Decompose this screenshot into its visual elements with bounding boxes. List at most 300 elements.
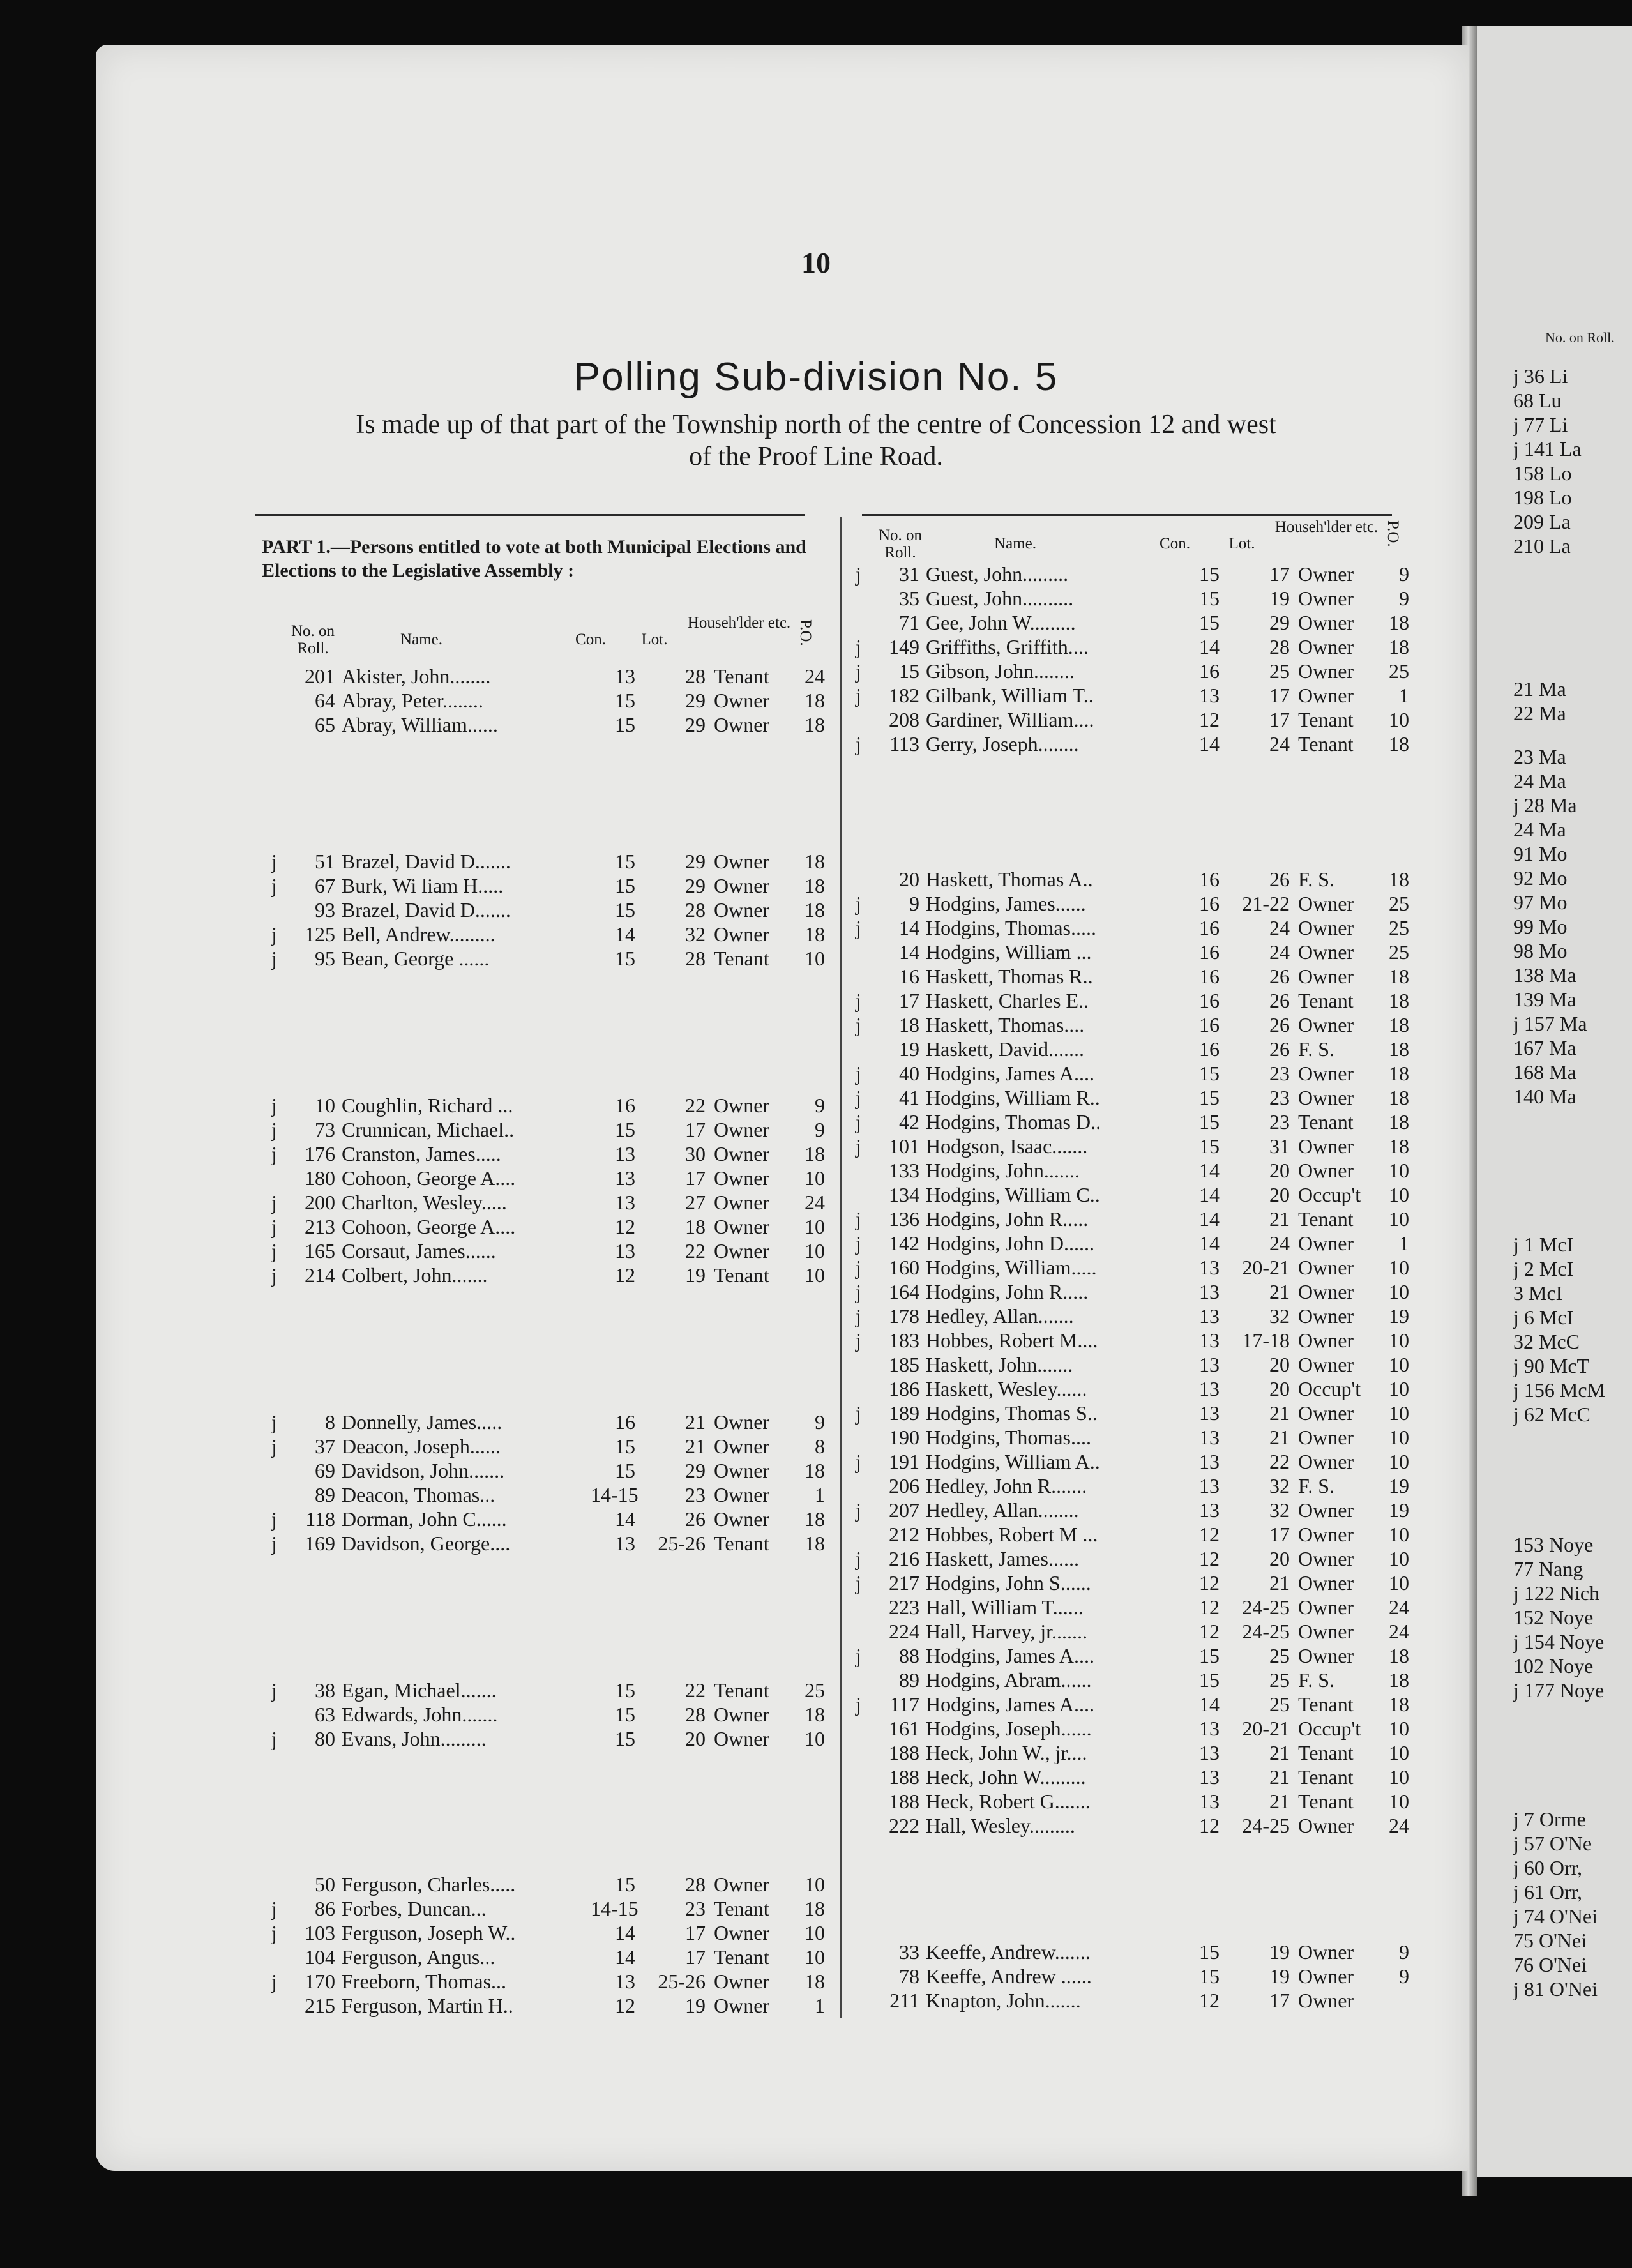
voter-name: Colbert, John....... [342, 1264, 488, 1287]
list-item [856, 964, 1417, 988]
lot-number: 20 [1269, 1547, 1290, 1570]
roll-mark: j [856, 1110, 861, 1133]
post-office: 18 [1389, 611, 1409, 634]
post-office: 10 [1389, 1571, 1409, 1594]
roll-mark: j [271, 1532, 277, 1555]
roll-number: 214 [305, 1264, 335, 1287]
household-status: Owner [1298, 563, 1354, 586]
roll-number: 211 [889, 1989, 919, 2012]
voter-name: Hodgins, James...... [926, 892, 1086, 915]
header-household: Househ'lder etc. [687, 614, 791, 631]
list-item [271, 1727, 833, 1751]
voter-name: Forbes, Duncan... [342, 1897, 487, 1920]
post-office: 10 [805, 1167, 825, 1190]
voter-name: Brazel, David D....... [342, 898, 511, 921]
household-status: Owner [1298, 1159, 1354, 1182]
sliver-line: 32 McC [1513, 1330, 1580, 1353]
post-office: 18 [805, 850, 825, 873]
household-status: Occup't [1298, 1377, 1361, 1400]
roll-number: 9 [909, 892, 919, 915]
post-office: 9 [1399, 1965, 1409, 1988]
household-status: Owner [714, 898, 770, 921]
list-item [271, 946, 833, 971]
concession: 12 [1199, 1620, 1220, 1643]
roll-number: 80 [315, 1727, 335, 1750]
lot-number: 17-18 [1242, 1329, 1290, 1352]
post-office: 10 [1389, 1353, 1409, 1376]
concession: 12 [615, 1994, 635, 2017]
voter-name: Hodgins, John R..... [926, 1280, 1089, 1303]
roll-number: 216 [889, 1547, 919, 1570]
roll-mark: j [271, 1239, 277, 1262]
post-office: 10 [1389, 1207, 1409, 1230]
list-item [856, 1231, 1417, 1255]
concession: 13 [1199, 684, 1220, 707]
voter-name: Hodgins, William R.. [926, 1086, 1100, 1109]
list-item [856, 1304, 1417, 1328]
sliver-line: 21 Ma [1513, 677, 1566, 700]
sliver-line: 209 La [1513, 510, 1571, 533]
household-status: Owner [714, 1239, 770, 1262]
post-office: 10 [1389, 1741, 1409, 1764]
sliver-line: 24 Ma [1513, 769, 1566, 792]
list-item [271, 1945, 833, 1969]
concession: 14 [1199, 1159, 1220, 1182]
post-office: 10 [1389, 1256, 1409, 1279]
voter-name: Guest, John......... [926, 563, 1069, 586]
household-status: Owner [714, 1435, 770, 1458]
list-item [271, 1969, 833, 1993]
roll-number: 190 [889, 1426, 919, 1449]
lot-number: 24 [1269, 1232, 1290, 1255]
lot-number: 19 [1269, 587, 1290, 610]
concession: 12 [1199, 1571, 1220, 1594]
roll-mark: j [856, 732, 861, 755]
post-office: 18 [805, 1897, 825, 1920]
lot-number: 21 [1269, 1790, 1290, 1813]
voter-name: Guest, John.......... [926, 587, 1074, 610]
household-status: Tenant [1298, 1693, 1354, 1716]
concession: 14-15 [591, 1897, 638, 1920]
roll-number: 71 [899, 611, 919, 634]
household-status: Owner [1298, 611, 1354, 634]
post-office: 25 [1389, 941, 1409, 964]
household-status: Owner [714, 1727, 770, 1750]
sliver-line: j 61 Orr, [1513, 1880, 1583, 1903]
roll-mark: j [856, 1571, 861, 1594]
roll-number: 189 [889, 1402, 919, 1425]
divider-right [862, 514, 1392, 516]
list-item [271, 1142, 833, 1166]
roll-number: 89 [899, 1668, 919, 1691]
lot-number: 29 [1269, 611, 1290, 634]
lot-number: 22 [685, 1239, 706, 1262]
household-status: Owner [714, 1508, 770, 1531]
lot-number: 17 [685, 1167, 706, 1190]
household-status: F. S. [1298, 1668, 1335, 1691]
post-office: 10 [1389, 1790, 1409, 1813]
household-status: Owner [1298, 635, 1354, 658]
roll-number: 185 [889, 1353, 919, 1376]
voter-name: Hodgins, Thomas..... [926, 916, 1096, 939]
voter-name: Hodgins, James A.... [926, 1644, 1094, 1667]
sliver-line: 167 Ma [1513, 1036, 1576, 1059]
post-office: 24 [805, 1191, 825, 1214]
household-status: Owner [1298, 1086, 1354, 1109]
roll-number: 215 [305, 1994, 335, 2017]
post-office: 19 [1389, 1499, 1409, 1522]
voter-name: Hobbes, Robert M ... [926, 1523, 1098, 1546]
household-status: Owner [1298, 660, 1354, 683]
concession: 15 [615, 1459, 635, 1482]
concession: 12 [1199, 1523, 1220, 1546]
list-item [271, 873, 833, 898]
concession: 12 [1199, 1989, 1220, 2012]
household-status: Owner [1298, 1426, 1354, 1449]
household-status: Owner [1298, 1814, 1354, 1837]
roll-mark: j [271, 1118, 277, 1141]
household-status: Owner [1298, 1256, 1354, 1279]
post-office: 9 [1399, 1940, 1409, 1963]
lot-number: 28 [685, 898, 706, 921]
concession: 16 [1199, 989, 1220, 1012]
concession: 14 [615, 1946, 635, 1969]
list-item [856, 867, 1417, 891]
list-item [856, 1668, 1417, 1692]
roll-number: 208 [889, 708, 919, 731]
concession: 15 [1199, 1110, 1220, 1133]
voter-name: Hodgins, Thomas.... [926, 1426, 1091, 1449]
concession: 15 [1199, 1062, 1220, 1085]
lot-number: 19 [685, 1264, 706, 1287]
list-item [271, 1921, 833, 1945]
roll-mark: j [856, 1402, 861, 1425]
post-office: 18 [1389, 1644, 1409, 1667]
lot-number: 28 [685, 947, 706, 970]
household-status: Owner [714, 923, 770, 946]
roll-number: 73 [315, 1118, 335, 1141]
voter-name: Deacon, Thomas... [342, 1483, 495, 1506]
list-item [856, 1061, 1417, 1085]
header-con-right: Con. [1160, 535, 1190, 552]
list-item [856, 1765, 1417, 1789]
household-status: Occup't [1298, 1183, 1361, 1206]
list-item [856, 1377, 1417, 1401]
post-office: 18 [805, 1142, 825, 1165]
roll-number: 10 [315, 1094, 335, 1117]
list-item [271, 922, 833, 946]
post-office: 18 [805, 1508, 825, 1531]
roll-mark: j [856, 1232, 861, 1255]
voter-name: Hodgins, James A.... [926, 1062, 1094, 1085]
household-status: Owner [1298, 1232, 1354, 1255]
post-office: 18 [1389, 1062, 1409, 1085]
lot-number: 24 [1269, 916, 1290, 939]
post-office: 25 [1389, 892, 1409, 915]
lot-number: 31 [1269, 1135, 1290, 1158]
roll-number: 161 [889, 1717, 919, 1740]
concession: 15 [615, 1679, 635, 1702]
concession: 12 [1199, 1547, 1220, 1570]
voter-name: Davidson, John....... [342, 1459, 505, 1482]
roll-number: 206 [889, 1474, 919, 1497]
post-office: 24 [805, 665, 825, 688]
roll-number: 188 [889, 1765, 919, 1788]
household-status: Owner [1298, 1644, 1354, 1667]
header-name-right: Name. [994, 535, 1036, 552]
concession: 12 [615, 1264, 635, 1287]
roll-number: 14 [899, 941, 919, 964]
roll-number: 14 [899, 916, 919, 939]
household-status: Owner [714, 850, 770, 873]
household-status: Tenant [1298, 1790, 1354, 1813]
post-office: 10 [1389, 1183, 1409, 1206]
post-office: 10 [1389, 1765, 1409, 1788]
roll-number: 8 [325, 1410, 335, 1433]
household-status: F. S. [1298, 1474, 1335, 1497]
sliver-line: 24 Ma [1513, 818, 1566, 841]
sliver-line: j 81 O'Nei [1513, 1977, 1598, 2000]
household-status: Owner [1298, 1304, 1354, 1327]
sliver-line: j 90 McT [1513, 1354, 1590, 1377]
post-office: 9 [815, 1410, 825, 1433]
voter-name: Haskett, John....... [926, 1353, 1073, 1376]
roll-mark: j [856, 1013, 861, 1036]
post-office: 18 [1389, 1038, 1409, 1061]
concession: 16 [1199, 1013, 1220, 1036]
roll-mark: j [856, 1450, 861, 1473]
lot-number: 28 [685, 1873, 706, 1896]
roll-mark: j [271, 1727, 277, 1750]
sliver-line: j 57 O'Ne [1513, 1832, 1592, 1855]
sliver-line: j 2 McI [1513, 1257, 1574, 1280]
voter-name: Haskett, Wesley...... [926, 1377, 1087, 1400]
post-office: 18 [1389, 635, 1409, 658]
list-item [856, 940, 1417, 964]
roll-mark: j [271, 1508, 277, 1531]
voter-name: Gerry, Joseph........ [926, 732, 1079, 755]
roll-mark: j [271, 1679, 277, 1702]
household-status: Tenant [1298, 1741, 1354, 1764]
roll-number: 16 [899, 965, 919, 988]
roll-number: 125 [305, 923, 335, 946]
post-office: 10 [1389, 1377, 1409, 1400]
lot-number: 21-22 [1242, 892, 1290, 915]
sliver-line: 102 Noye [1513, 1654, 1594, 1677]
voter-name: Corsaut, James...... [342, 1239, 496, 1262]
roll-mark: j [856, 1256, 861, 1279]
list-item [271, 898, 833, 922]
concession: 14 [1199, 1207, 1220, 1230]
list-item [271, 1702, 833, 1727]
concession: 15 [1199, 1668, 1220, 1691]
post-office: 18 [805, 713, 825, 736]
list-item [271, 1117, 833, 1142]
voter-name: Hodgins, William ... [926, 941, 1092, 964]
post-office: 18 [805, 1532, 825, 1555]
post-office: 1 [815, 1994, 825, 2017]
roll-number: 191 [889, 1450, 919, 1473]
post-office: 18 [805, 689, 825, 712]
post-office: 10 [805, 1264, 825, 1287]
list-item [856, 916, 1417, 940]
concession: 14 [615, 1921, 635, 1944]
lot-number: 32 [685, 923, 706, 946]
list-item [271, 849, 833, 873]
household-status: Owner [1298, 1402, 1354, 1425]
post-office: 10 [805, 1921, 825, 1944]
concession: 16 [1199, 1038, 1220, 1061]
list-item [856, 1401, 1417, 1425]
voter-name: Keeffe, Andrew....... [926, 1940, 1091, 1963]
post-office: 18 [1389, 1013, 1409, 1036]
lot-number: 26 [1269, 1038, 1290, 1061]
header-household-right: Househ'lder etc. [1274, 518, 1379, 536]
list-item [856, 1644, 1417, 1668]
voter-name: Hodgins, John....... [926, 1159, 1080, 1182]
sliver-line: j 74 O'Nei [1513, 1905, 1598, 1928]
concession: 16 [1199, 941, 1220, 964]
sliver-line: 68 Lu [1513, 389, 1562, 412]
sliver-line: 97 Mo [1513, 891, 1568, 914]
list-item [271, 1239, 833, 1263]
post-office: 18 [1389, 965, 1409, 988]
concession: 16 [615, 1094, 635, 1117]
sliver-line: 140 Ma [1513, 1085, 1576, 1108]
lot-number: 29 [685, 1459, 706, 1482]
lot-number: 21 [1269, 1765, 1290, 1788]
roll-mark: j [271, 1410, 277, 1433]
list-item [271, 1434, 833, 1458]
roll-number: 86 [315, 1897, 335, 1920]
post-office: 18 [1389, 1110, 1409, 1133]
voter-name: Cohoon, George A.... [342, 1167, 516, 1190]
voter-name: Hodgins, Abram...... [926, 1668, 1092, 1691]
roll-number: 41 [899, 1086, 919, 1109]
post-office: 25 [805, 1679, 825, 1702]
roll-number: 88 [899, 1644, 919, 1667]
concession: 12 [1199, 1596, 1220, 1619]
roll-number: 31 [899, 563, 919, 586]
sliver-line: No. on Roll. [1545, 329, 1615, 345]
roll-mark: j [856, 1329, 861, 1352]
lot-number: 20-21 [1242, 1717, 1290, 1740]
list-item [271, 1531, 833, 1555]
list-item [271, 1507, 833, 1531]
post-office: 18 [1389, 989, 1409, 1012]
list-item [856, 1619, 1417, 1644]
voter-name: Hall, Harvey, jr....... [926, 1620, 1087, 1643]
roll-number: 164 [889, 1280, 919, 1303]
list-item [856, 1425, 1417, 1449]
lot-number: 23 [1269, 1110, 1290, 1133]
lot-number: 24-25 [1242, 1596, 1290, 1619]
voter-name: Haskett, Thomas A.. [926, 868, 1093, 891]
concession: 15 [615, 689, 635, 712]
concession: 12 [1199, 708, 1220, 731]
household-status: Owner [1298, 1280, 1354, 1303]
list-item [856, 683, 1417, 707]
voter-name: Ferguson, Charles..... [342, 1873, 516, 1896]
concession: 16 [1199, 965, 1220, 988]
voter-name: Evans, John......... [342, 1727, 487, 1750]
lot-number: 30 [685, 1142, 706, 1165]
post-office: 18 [805, 1970, 825, 1993]
household-status: Tenant [1298, 989, 1354, 1012]
voter-name: Hedley, Allan....... [926, 1304, 1074, 1327]
household-status: Owner [1298, 1596, 1354, 1619]
roll-number: 176 [305, 1142, 335, 1165]
lot-number: 26 [1269, 868, 1290, 891]
list-item [856, 586, 1417, 610]
concession: 16 [1199, 892, 1220, 915]
lot-number: 21 [1269, 1426, 1290, 1449]
post-office: 1 [1399, 1232, 1409, 1255]
roll-mark: j [856, 1280, 861, 1303]
voter-name: Abray, William...... [342, 713, 498, 736]
voter-name: Haskett, David....... [926, 1038, 1084, 1061]
concession: 12 [1199, 1814, 1220, 1837]
voter-name: Donnelly, James..... [342, 1410, 502, 1433]
description-line-1: Is made up of that part of the Township north of the centre of Concession 12 and west [356, 410, 1276, 439]
voter-name: Gibson, John........ [926, 660, 1075, 683]
roll-mark: j [856, 563, 861, 586]
roll-number: 17 [899, 989, 919, 1012]
lot-number: 20 [1269, 1353, 1290, 1376]
roll-number: 117 [889, 1693, 919, 1716]
voter-name: Dorman, John C...... [342, 1508, 507, 1531]
roll-mark: j [856, 1644, 861, 1667]
sliver-line: j 177 Noye [1513, 1679, 1605, 1702]
lot-number: 25-26 [658, 1532, 706, 1555]
list-item [856, 1692, 1417, 1716]
post-office: 18 [805, 1459, 825, 1482]
roll-mark: j [271, 874, 277, 897]
sliver-line: 210 La [1513, 534, 1571, 557]
list-item [271, 1483, 833, 1507]
roll-number: 142 [889, 1232, 919, 1255]
household-status: Owner [1298, 1547, 1354, 1570]
concession: 13 [615, 665, 635, 688]
concession: 13 [1199, 1790, 1220, 1813]
roll-number: 134 [889, 1183, 919, 1206]
roll-number: 224 [889, 1620, 919, 1643]
household-status: Owner [1298, 1135, 1354, 1158]
roll-number: 103 [305, 1921, 335, 1944]
post-office: 10 [1389, 1450, 1409, 1473]
concession: 14 [1199, 1693, 1220, 1716]
lot-number: 26 [685, 1508, 706, 1531]
lot-number: 29 [685, 713, 706, 736]
lot-number: 32 [1269, 1474, 1290, 1497]
post-office: 18 [1389, 1693, 1409, 1716]
household-status: Tenant [714, 947, 769, 970]
household-status: Owner [714, 1921, 770, 1944]
voter-name: Hodgins, James A.... [926, 1693, 1094, 1716]
concession: 15 [615, 713, 635, 736]
sliver-line: 99 Mo [1513, 915, 1568, 938]
voter-name: Hodgins, William..... [926, 1256, 1097, 1279]
household-status: Owner [1298, 965, 1354, 988]
roll-mark: j [271, 1921, 277, 1944]
household-status: Tenant [714, 1532, 769, 1555]
lot-number: 21 [685, 1435, 706, 1458]
post-office: 10 [805, 1727, 825, 1750]
roll-number: 182 [889, 684, 919, 707]
voter-name: Haskett, Thomas.... [926, 1013, 1085, 1036]
voter-name: Bean, George ...... [342, 947, 490, 970]
household-status: Owner [1298, 1329, 1354, 1352]
